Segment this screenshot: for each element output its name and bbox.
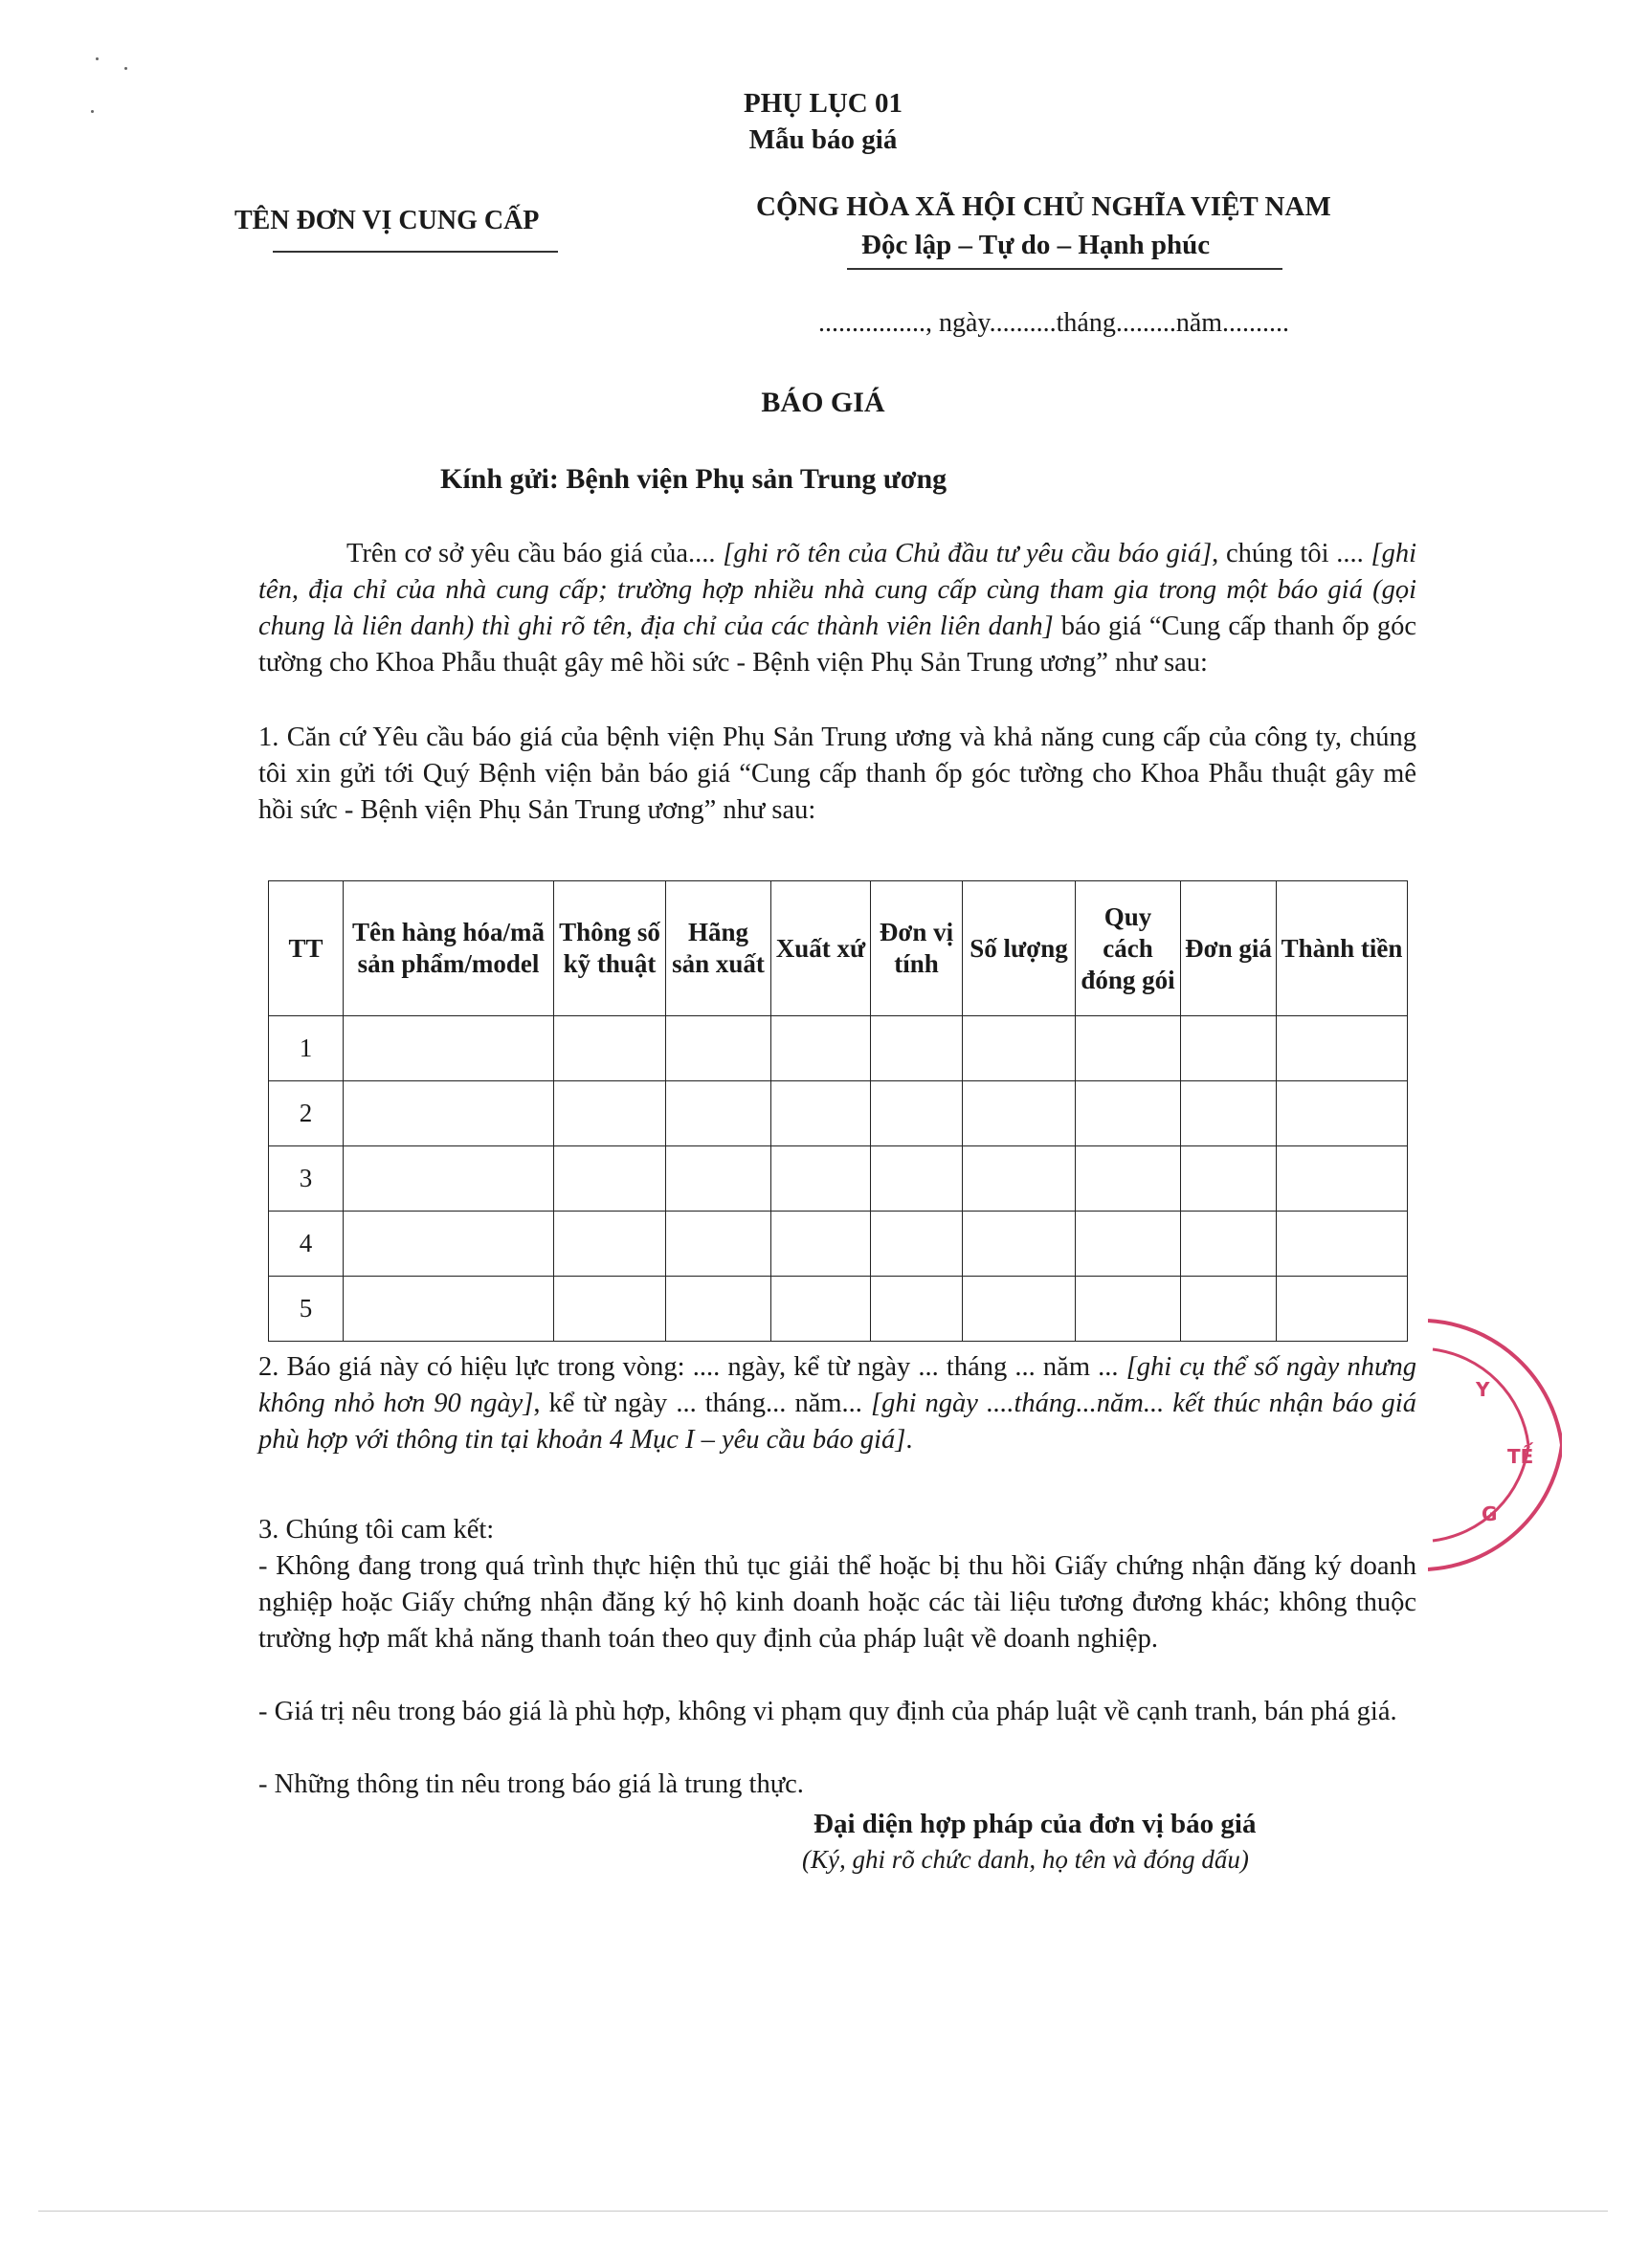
table-cell: [666, 1081, 771, 1146]
table-cell: [1181, 1146, 1277, 1212]
table-cell: [1076, 1016, 1181, 1081]
intro-placeholder: [ghi tên, địa chỉ của nhà cung cấp; trường hợp nhiều nhà cung cấp cùng tham gia trong một báo giá (gọi chung là liên danh) thì ghi rõ tên, địa chỉ của các thành viên liên danh]: [258, 539, 1416, 641]
document-title: BÁO GIÁ: [761, 387, 885, 418]
table-header: Tên hàng hóa/mã sản phẩm/model: [344, 881, 554, 1016]
row-number: 4: [269, 1212, 344, 1277]
table-header: Xuất xứ: [771, 881, 871, 1016]
table-header: TT: [269, 881, 344, 1016]
item-2-placeholder: [ghi cụ thể số ngày nhưng không nhỏ hơn 90 ngày]: [258, 1352, 1416, 1418]
scan-speck: [124, 67, 127, 70]
table-cell: [1277, 1277, 1408, 1342]
item-2-text: .: [905, 1425, 913, 1455]
commitment-bullet: - Những thông tin nêu trong báo giá là trung thực.: [258, 1769, 804, 1799]
appendix-title: PHỤ LỤC 01: [744, 88, 903, 119]
table-cell: [871, 1212, 963, 1277]
table-cell: [771, 1212, 871, 1277]
table-row: [269, 1081, 1408, 1146]
stamp-text: TẾ: [1507, 1445, 1534, 1468]
table-header: Đơn giá: [1181, 881, 1277, 1016]
intro-paragraph: [258, 536, 1416, 681]
table-cell: [871, 1081, 963, 1146]
table-cell: [1076, 1277, 1181, 1342]
table-cell: [963, 1146, 1076, 1212]
table-cell: [554, 1016, 666, 1081]
table-cell: [1181, 1212, 1277, 1277]
table-cell: [666, 1277, 771, 1342]
table-cell: [963, 1212, 1076, 1277]
stamp-text: G: [1482, 1502, 1498, 1525]
row-number: 2: [269, 1081, 344, 1146]
commitment-bullet: - Không đang trong quá trình thực hiện thủ tục giải thể hoặc bị thu hồi Giấy chứng nhận đăng ký doanh nghiệp hoặc Giấy chứng nhận đăng ký hộ kinh doanh hoặc các tài liệu tương đương khác; không thuộc trường hợp mất khả năng thanh toán theo quy định của pháp luật về doanh nghiệp.: [258, 1551, 1416, 1654]
table-cell: [963, 1277, 1076, 1342]
item-3-title: 3. Chúng tôi cam kết:: [258, 1515, 495, 1545]
item-1-paragraph: 1. Căn cứ Yêu cầu báo giá của bệnh viện Phụ Sản Trung ương và khả năng cung cấp của công ty, chúng tôi xin gửi tới Quý Bệnh viện bản báo giá “Cung cấp thanh ốp góc tường cho Khoa Phẫu thuật gây mê hồi sức - Bệnh viện Phụ Sản Trung ương” như sau:: [258, 723, 1416, 825]
nation-title: CỘNG HÒA XÃ HỘI CHỦ NGHĨA VIỆT NAM: [756, 191, 1331, 222]
scan-edge: [38, 2211, 1608, 2212]
table-cell: [771, 1146, 871, 1212]
quote-table: [268, 880, 1408, 1342]
table-cell: [1277, 1081, 1408, 1146]
table-cell: [1076, 1146, 1181, 1212]
signer-note: (Ký, ghi rõ chức danh, họ tên và đóng dấu): [802, 1845, 1249, 1874]
table-header: Quy cách đóng gói: [1076, 881, 1181, 1016]
table-cell: [344, 1081, 554, 1146]
item-2-text: 2. Báo giá này có hiệu lực trong vòng: .... ngày, kể từ ngày ... tháng ... năm ...: [258, 1352, 1126, 1382]
motto-underline: [847, 268, 1282, 270]
scan-speck: [96, 57, 99, 60]
table-row: [269, 1212, 1408, 1277]
table-cell: [871, 1016, 963, 1081]
supplier-name: TÊN ĐƠN VỊ CUNG CẤP: [234, 206, 540, 235]
table-header: Số lượng: [963, 881, 1076, 1016]
item-2-placeholder: [ghi ngày ....tháng...năm... kết thúc nhận báo giá phù hợp với thông tin tại khoản 4 Mục I – yêu cầu báo giá]: [258, 1389, 1416, 1455]
recipient: Kính gửi: Bệnh viện Phụ sản Trung ương: [440, 463, 947, 495]
table-cell: [554, 1212, 666, 1277]
red-stamp-icon: [1428, 1301, 1562, 1589]
table-cell: [554, 1081, 666, 1146]
table-cell: [1277, 1212, 1408, 1277]
stamp-text: Y: [1476, 1378, 1490, 1401]
row-number: 5: [269, 1277, 344, 1342]
intro-text: , chúng tôi ....: [1212, 539, 1371, 568]
table-cell: [1277, 1016, 1408, 1081]
table-cell: [771, 1016, 871, 1081]
table-cell: [666, 1212, 771, 1277]
table-row: [269, 1277, 1408, 1342]
appendix-subtitle: Mẫu báo giá: [748, 124, 898, 155]
table-cell: [344, 1146, 554, 1212]
table-header: Thành tiền: [1277, 881, 1408, 1016]
date-line: ................, ngày..........tháng.........năm..........: [818, 308, 1290, 338]
supplier-underline: [273, 251, 558, 253]
table-cell: [1076, 1212, 1181, 1277]
intro-placeholder: [ghi rõ tên của Chủ đầu tư yêu cầu báo giá]: [723, 539, 1213, 568]
table-cell: [871, 1277, 963, 1342]
table-cell: [771, 1081, 871, 1146]
table-cell: [963, 1081, 1076, 1146]
table-cell: [1076, 1081, 1181, 1146]
row-number: 3: [269, 1146, 344, 1212]
table-cell: [1181, 1016, 1277, 1081]
table-cell: [344, 1016, 554, 1081]
commitment-bullet: - Giá trị nêu trong báo giá là phù hợp, không vi phạm quy định của pháp luật về cạnh tranh, bán phá giá.: [258, 1697, 1397, 1726]
row-number: 1: [269, 1016, 344, 1081]
table-cell: [963, 1016, 1076, 1081]
table-header: Đơn vị tính: [871, 881, 963, 1016]
table-cell: [554, 1146, 666, 1212]
table-row: [269, 1146, 1408, 1212]
table-cell: [771, 1277, 871, 1342]
table-header: Hãng sản xuất: [666, 881, 771, 1016]
item-2-paragraph: [258, 1349, 1416, 1458]
table-cell: [1181, 1081, 1277, 1146]
table-header: Thông số kỹ thuật: [554, 881, 666, 1016]
table-cell: [1277, 1146, 1408, 1212]
signer-title: Đại diện hợp pháp của đơn vị báo giá: [814, 1809, 1257, 1839]
table-cell: [344, 1212, 554, 1277]
table-cell: [666, 1016, 771, 1081]
intro-text: báo giá “Cung cấp thanh ốp góc tường cho Khoa Phẫu thuật gây mê hồi sức - Bệnh viện Phụ Sản Trung ương” như sau:: [258, 611, 1416, 678]
nation-motto: Độc lập – Tự do – Hạnh phúc: [861, 230, 1211, 260]
table-cell: [871, 1146, 963, 1212]
intro-text: Trên cơ sở yêu cầu báo giá của....: [346, 539, 724, 568]
item-2-text: , kể từ ngày ... tháng... năm...: [533, 1389, 871, 1418]
table-cell: [344, 1277, 554, 1342]
table-cell: [666, 1146, 771, 1212]
table-header-row: [269, 881, 1408, 1016]
table-cell: [1181, 1277, 1277, 1342]
table-cell: [554, 1277, 666, 1342]
table-row: [269, 1016, 1408, 1081]
